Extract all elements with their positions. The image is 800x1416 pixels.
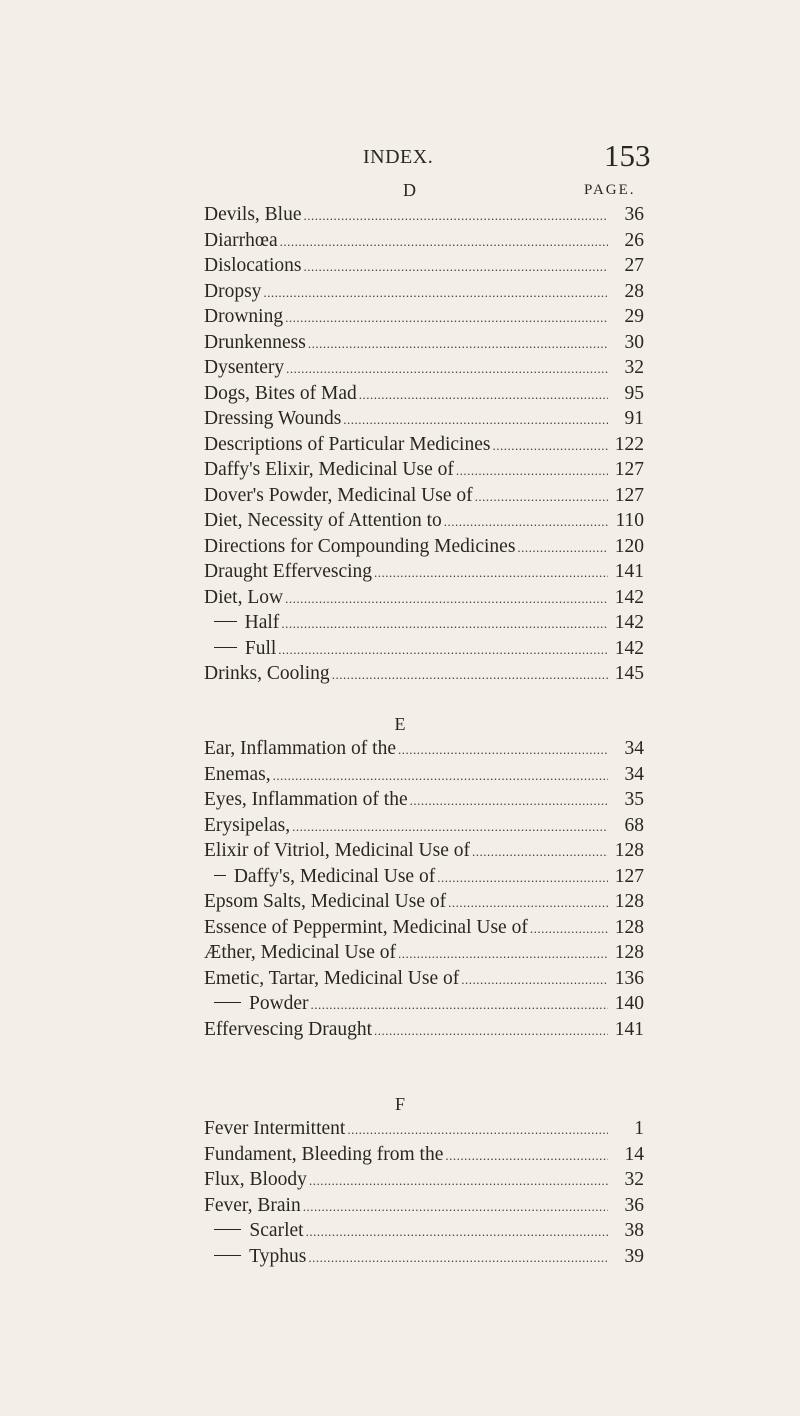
entry-page-number: 36 xyxy=(624,204,644,225)
dot-leader xyxy=(273,763,608,789)
index-entry xyxy=(204,1244,644,1270)
entry-text: Fever Intermittent xyxy=(204,1118,346,1139)
entry-text: Fever, Brain xyxy=(204,1194,301,1216)
entry-text: Ear, Inflammation of the xyxy=(204,738,396,759)
entry-text: Elixir of Vitriol, Medicinal Use of xyxy=(204,840,471,861)
dot-leader xyxy=(304,254,609,280)
entry-page-number: 142 xyxy=(614,612,644,633)
entry-page-number: 32 xyxy=(624,1169,644,1190)
ditto-dash xyxy=(214,1002,241,1003)
entry-text: Draught Effervescing xyxy=(204,561,373,582)
dot-leader xyxy=(374,1018,608,1044)
entry-text: Devils, Blue xyxy=(204,204,302,225)
index-entry xyxy=(204,661,644,687)
entry-page-number: 141 xyxy=(614,1018,644,1040)
index-entry xyxy=(204,1142,644,1168)
dot-leader xyxy=(445,1143,608,1169)
entry-page-number: 14 xyxy=(624,1143,644,1165)
index-entry xyxy=(204,1017,644,1043)
ditto-dash xyxy=(214,647,237,648)
entry-page-number: 128 xyxy=(614,942,644,963)
entry-text: Drowning xyxy=(204,306,284,327)
index-entry xyxy=(204,457,644,483)
index-section-d xyxy=(204,202,644,687)
dot-leader xyxy=(472,839,608,865)
dot-leader xyxy=(281,611,608,637)
dot-leader xyxy=(285,305,608,331)
page-header xyxy=(0,138,800,178)
index-entry xyxy=(204,1218,644,1244)
entry-text: Descriptions of Particular Medicines xyxy=(204,433,491,455)
entry-page-number: 28 xyxy=(624,280,644,302)
entry-text: Erysipelas, xyxy=(204,814,291,836)
entry-page-number: 145 xyxy=(614,663,644,684)
entry-text: Diet, Low xyxy=(204,586,284,608)
index-entry xyxy=(204,1116,644,1142)
entry-page-number: 36 xyxy=(624,1194,644,1216)
index-entry xyxy=(204,483,644,509)
entry-text: Enemas, xyxy=(204,763,271,785)
entry-page-number: 142 xyxy=(614,586,644,608)
entry-text: Drinks, Cooling xyxy=(204,663,330,684)
entry-page-number: 110 xyxy=(615,510,644,531)
index-entry xyxy=(204,915,644,941)
dot-leader xyxy=(456,458,608,484)
index-entry xyxy=(204,508,644,534)
entry-text: Essence of Peppermint, Medicinal Use of xyxy=(204,916,528,938)
entry-text: Dropsy xyxy=(204,280,262,302)
dot-leader xyxy=(517,535,608,561)
entry-page-number: 95 xyxy=(624,382,644,404)
entry-text: Dressing Wounds xyxy=(204,408,342,429)
ditto-dash xyxy=(214,621,237,622)
ditto-dash xyxy=(214,875,226,876)
entry-page-number: 120 xyxy=(614,535,644,557)
index-entry xyxy=(204,889,644,915)
index-entry xyxy=(204,228,644,254)
dot-leader xyxy=(374,560,608,586)
entry-page-number: 127 xyxy=(614,459,644,480)
entry-text: Directions for Compounding Medicines xyxy=(204,535,516,557)
index-entry xyxy=(204,330,644,356)
dot-leader xyxy=(311,992,608,1018)
entry-page-number: 127 xyxy=(614,865,644,887)
index-entry xyxy=(204,787,644,813)
dot-leader xyxy=(398,737,608,763)
index-entry xyxy=(204,355,644,381)
entry-page-number: 29 xyxy=(624,306,644,327)
index-entry xyxy=(204,559,644,585)
dot-leader xyxy=(332,662,608,688)
index-entry xyxy=(204,940,644,966)
entry-text: Typhus xyxy=(249,1245,307,1267)
index-entry xyxy=(204,253,644,279)
entry-page-number: 141 xyxy=(614,561,644,582)
entry-text: Full xyxy=(244,637,277,659)
entry-page-number: 35 xyxy=(624,789,644,810)
index-entry xyxy=(204,736,644,762)
entry-page-number: 122 xyxy=(614,433,644,455)
entry-text: Emetic, Tartar, Medicinal Use of xyxy=(204,967,460,989)
dot-leader xyxy=(306,1219,608,1245)
index-entry xyxy=(204,406,644,432)
entry-text: Daffy's, Medicinal Use of xyxy=(233,865,436,887)
entry-page-number: 34 xyxy=(624,738,644,759)
index-entry xyxy=(204,864,644,890)
entry-page-number: 128 xyxy=(614,891,644,912)
dot-leader xyxy=(343,407,608,433)
index-entry xyxy=(204,202,644,228)
dot-leader xyxy=(530,916,608,942)
index-entry xyxy=(204,432,644,458)
index-entry xyxy=(204,966,644,992)
entry-page-number: 30 xyxy=(624,331,644,353)
ditto-dash xyxy=(214,1255,241,1256)
index-entry xyxy=(204,585,644,611)
entry-text: Epsom Salts, Medicinal Use of xyxy=(204,891,447,912)
dot-leader xyxy=(398,941,608,967)
entry-page-number: 39 xyxy=(624,1245,644,1267)
index-entry xyxy=(204,838,644,864)
entry-page-number: 136 xyxy=(614,967,644,989)
index-entry xyxy=(204,610,644,636)
ditto-dash xyxy=(214,1229,241,1230)
entry-page-number: 128 xyxy=(614,840,644,861)
entry-page-number: 142 xyxy=(614,637,644,659)
section-letter-e: E xyxy=(394,714,406,734)
entry-page-number: 32 xyxy=(624,357,644,378)
entry-text: Dogs, Bites of Mad xyxy=(204,382,357,404)
index-entry xyxy=(204,813,644,839)
entry-text: Dysentery xyxy=(204,357,285,378)
index-entry xyxy=(204,1193,644,1219)
entry-text: Eyes, Inflammation of the xyxy=(204,789,408,810)
entry-text: Half xyxy=(244,612,280,633)
dot-leader xyxy=(285,586,608,612)
dot-leader xyxy=(475,484,608,510)
index-entry xyxy=(204,991,644,1017)
entry-page-number: 68 xyxy=(624,814,644,836)
entry-page-number: 128 xyxy=(614,916,644,938)
dot-leader xyxy=(448,890,608,916)
index-section-f xyxy=(204,1116,644,1269)
dot-leader xyxy=(359,382,608,408)
dot-leader xyxy=(444,509,608,535)
entry-page-number: 1 xyxy=(634,1118,644,1139)
index-section-e xyxy=(204,736,644,1042)
dot-leader xyxy=(308,331,608,357)
dot-leader xyxy=(263,280,608,306)
dot-leader xyxy=(292,814,608,840)
entry-page-number: 27 xyxy=(624,255,644,276)
entry-text: Dislocations xyxy=(204,255,302,276)
dot-leader xyxy=(278,637,608,663)
entry-page-number: 127 xyxy=(614,484,644,506)
dot-leader xyxy=(492,433,608,459)
entry-text: Scarlet xyxy=(249,1220,304,1241)
dot-leader xyxy=(461,967,608,993)
index-entry xyxy=(204,304,644,330)
dot-leader xyxy=(309,1168,608,1194)
entry-text: Daffy's Elixir, Medicinal Use of xyxy=(204,459,454,480)
entry-text: Drunkenness xyxy=(204,331,306,353)
running-head: INDEX. xyxy=(363,146,434,168)
entry-text: Effervescing Draught xyxy=(204,1018,373,1040)
section-letter-d: D xyxy=(403,180,416,200)
index-entry xyxy=(204,534,644,560)
dot-leader xyxy=(286,356,608,382)
entry-text: Diet, Necessity of Attention to xyxy=(204,510,442,531)
index-entry xyxy=(204,1167,644,1193)
entry-page-number: 34 xyxy=(624,763,644,785)
entry-text: Powder xyxy=(248,993,309,1014)
entry-page-number: 91 xyxy=(624,408,644,429)
dot-leader xyxy=(280,229,608,255)
dot-leader xyxy=(410,788,608,814)
dot-leader xyxy=(303,1194,608,1220)
dot-leader xyxy=(347,1117,608,1143)
dot-leader xyxy=(437,865,608,891)
page-column-label: PAGE. xyxy=(584,182,636,198)
entry-text: Flux, Bloody xyxy=(204,1169,307,1190)
entry-text: Fundament, Bleeding from the xyxy=(204,1143,444,1165)
entry-text: Diarrhœa xyxy=(204,229,278,251)
entry-text: Dover's Powder, Medicinal Use of xyxy=(204,484,473,506)
entry-page-number: 38 xyxy=(624,1220,644,1241)
dot-leader xyxy=(308,1245,608,1271)
index-entry xyxy=(204,381,644,407)
entry-page-number: 140 xyxy=(614,993,644,1014)
section-letter-f: F xyxy=(394,1094,405,1114)
index-entry xyxy=(204,762,644,788)
index-entry xyxy=(204,279,644,305)
column-header xyxy=(0,180,800,204)
index-entry xyxy=(204,636,644,662)
page-number: 153 xyxy=(604,138,651,173)
entry-page-number: 26 xyxy=(624,229,644,251)
entry-text: Æther, Medicinal Use of xyxy=(204,942,397,963)
dot-leader xyxy=(304,203,609,229)
